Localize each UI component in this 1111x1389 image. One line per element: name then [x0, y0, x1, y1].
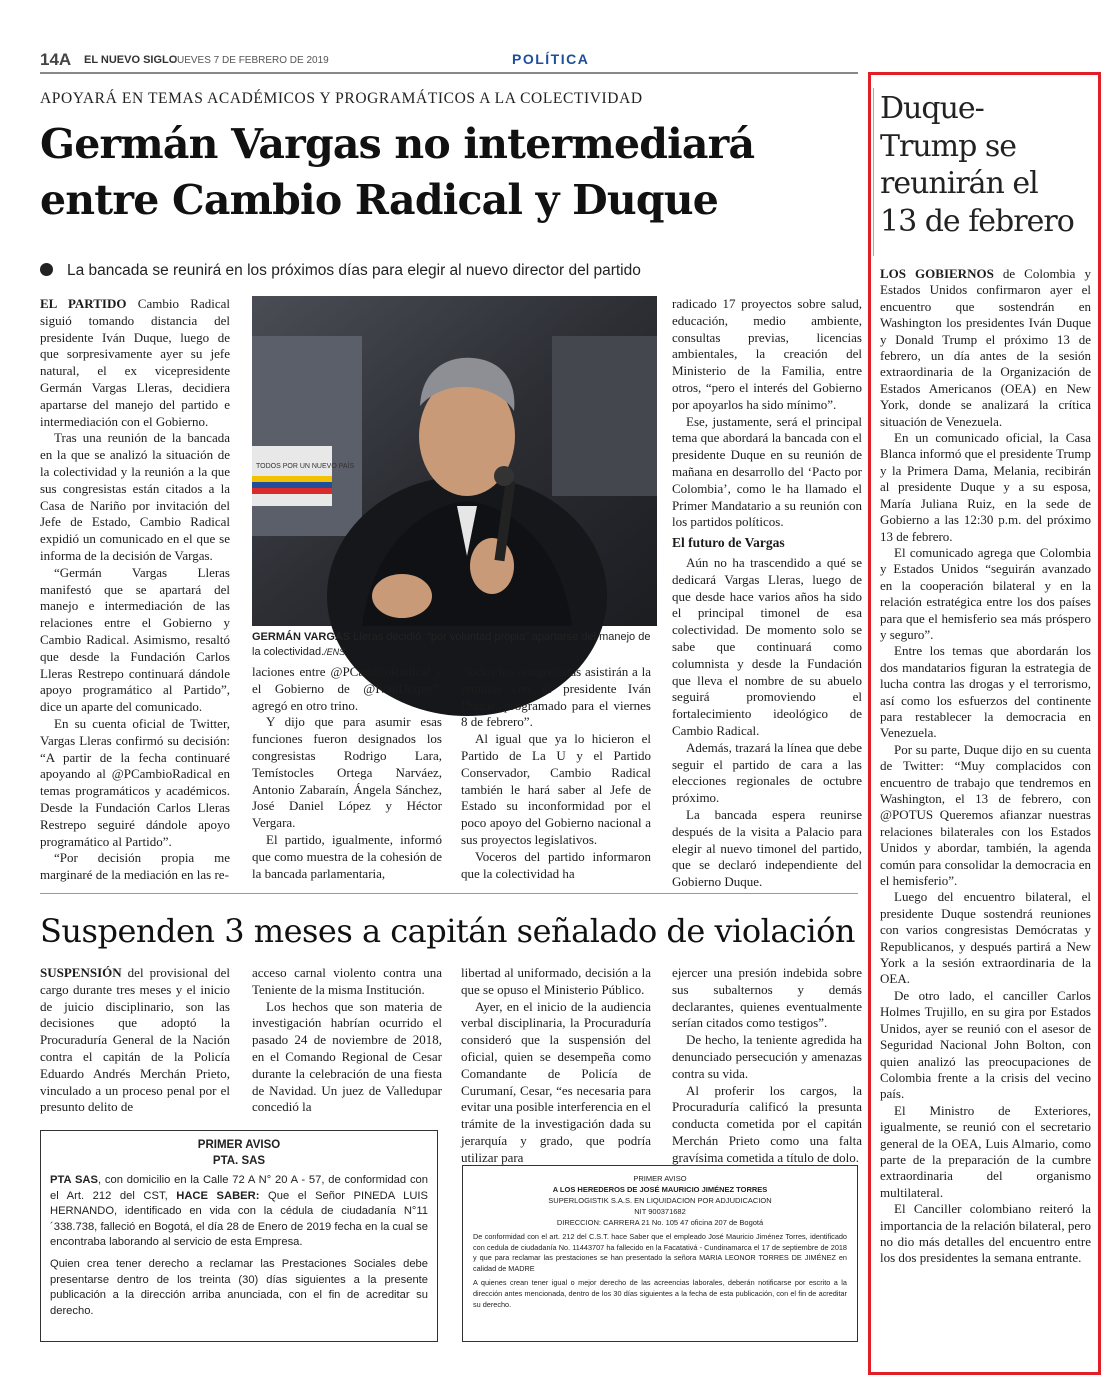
caption-credit: /ENS	[324, 647, 346, 657]
paragraph	[461, 849, 651, 883]
paragraph-text: Los hechos que son materia de investigación habrían ocurrido el pasado 24 de noviembre de 2018, en el Comando Regional de Cesar durante la celebración de una fiesta de Navidad. Un juez de Valledupar concedió la	[252, 998, 442, 1115]
paragraph-text: Al igual que ya lo hicieron el Partido de La U y el Partido Conservador, Cambio Radical también le hará saber al Jefe de Estado su inconformidad por el poco apoyo del Gobierno nacional a sus proyectos legislativos.	[461, 731, 651, 847]
story1-column-4	[672, 296, 862, 890]
section-name: POLÍTICA	[512, 51, 590, 67]
story1-column-2	[252, 664, 442, 886]
paragraph	[40, 850, 230, 884]
paragraph-text: El partido, igualmente, informó que como muestra de la cohesión de la bancada parlamentaria,	[252, 831, 442, 881]
ad1-company: PTA SAS	[50, 1174, 98, 1186]
story1-headline-line1: Germán Vargas no intermediará	[40, 120, 755, 168]
ad2-nit: NIT 900371682	[634, 1207, 686, 1216]
paragraph-text: Aún no ha trascendido a qué se dedicará Vargas Lleras, luego de que desde hace varios años ha sido el principal timonel de esa colectividad. De momento solo se sabe que continuará como columnista y desde la Fundación que lleva el nombre de su abuelo seguirá promoviendo el fortalecimiento ideológico de Cambio Radical.	[672, 554, 862, 738]
paragraph-lead: SUSPENSIÓN	[40, 965, 122, 980]
paragraph-text: Voceros del partido informaron que la colectividad ha	[461, 848, 651, 881]
paragraph-lead: LOS GOBIERNOS	[880, 266, 994, 281]
ad1-hace-saber: HACE SABER:	[176, 1189, 260, 1202]
story1-kicker: APOYARÁ EN TEMAS ACADÉMICOS Y PROGRAMÁTICOS A LA COLECTIVIDAD	[40, 90, 643, 107]
paragraph	[880, 1201, 1091, 1267]
paragraph	[252, 965, 442, 999]
paragraph-text: El Ministro de Exteriores, igualmente, se reunió con el secretario general de la OEA, Luis Almario, como parte de la preparación de la cumbre extraordinaria del organismo multilateral.	[880, 1102, 1091, 1200]
ad1-subtitle: PTA. SAS	[212, 1155, 266, 1167]
story2-column-3	[461, 965, 651, 1165]
ad1-paragraph-2: Quien crea tener derecho a reclamar las Prestaciones Sociales debe presentarse dentro de los treinta (30) días siguientes a la presente publicación a la dirección arriba anunciada, con el fin de acreditar su derecho.	[50, 1257, 428, 1317]
ad2-heirs: A LOS HEREDEROS DE JOSÉ MAURICIO JIMÉNEZ TORRES	[552, 1185, 768, 1194]
paragraph-text: “Por decisión propia me marginaré de la mediación en las re-	[40, 850, 230, 883]
story1-subhead-text: La bancada se reunirá en los próximos días para elegir al nuevo director del partido	[67, 262, 641, 279]
paragraph-text: ejercer una presión indebida sobre sus subalternos y demás declarantes, quienes eventualmente serían citados como testigos”.	[672, 965, 862, 1031]
story1-photo	[252, 296, 657, 626]
story-separator	[40, 893, 858, 894]
paragraph-text: radicado 17 proyectos sobre salud, educación, medio ambiente, consultas previas, licencias ambientales, la creación del Ministerio de la Familia, entre otros, “pero el interés del Gobierno por apoyarlos ha sido mínimo”.	[672, 296, 862, 412]
issue-date: JUEVES 7 DE FEBRERO DE 2019	[172, 55, 329, 66]
paragraph-text: del provisional del cargo durante tres meses y el inicio de juicio disciplinario, son las decisiones que adoptó la Procuraduría General de la Nación contra el capitán de la Policía Eduardo Andrés Merchán Prieto, vinculado a un proceso penal por el presunto delito de	[40, 965, 230, 1115]
paragraph	[880, 988, 1091, 1103]
paragraph-text: Al proferir los cargos, la Procuraduría calificó la presunta conducta cometida por el capitán Merchán Prieto como una falta gravísima cometida a título de dolo.	[672, 1082, 862, 1165]
paragraph	[252, 999, 442, 1117]
paragraph	[461, 999, 651, 1167]
paragraph	[880, 643, 1091, 741]
ad2-paragraph-2: A quienes crean tener igual o mejor derecho de las acreencias laborales, deberán notificarse por escrito a la dirección antes mencionada, dentro de los 30 días siguientes a la fecha de esta publicación, con el fin de acreditar su derecho.	[473, 1278, 847, 1309]
paragraph-text: Luego del encuentro bilateral, el presidente Duque sostendrá reuniones con varios congresistas Demócratas y Republicanos, y después partirá a New York a la sesión extraordinaria de la OEA.	[880, 889, 1091, 987]
ad2-title: PRIMER AVISO	[633, 1174, 687, 1183]
paragraph	[40, 965, 230, 1116]
paragraph-text: Ese, justamente, será el principal tema que abordará la bancada con el presidente Duque en su reunión de mañana en desarrollo del ‘Pacto por Colombia’, como le ha llamado el Primer Mandatario a su reunión con los partidos políticos.	[672, 413, 862, 530]
photo-backdrop-text: TODOS POR UN NUEVO PAÍS	[256, 463, 355, 470]
ad2-company: SUPERLOGISTIK S.A.S. EN LIQUIDACION POR ADJUDICACION	[548, 1196, 772, 1205]
sidebar-body	[880, 266, 1091, 1366]
newspaper-name: EL NUEVO SIGLO	[84, 54, 178, 66]
ad2-address: DIRECCION: CARRERA 21 No. 105 47 oficina 207 de Bogotá	[556, 1218, 764, 1227]
paragraph-text: Además, trazará la línea que debe seguir el partido de cara a las elecciones regionales de octubre próximo.	[672, 739, 862, 806]
story2-column-2	[252, 965, 442, 1115]
paragraph	[672, 1083, 862, 1167]
page-number: 14A	[40, 50, 72, 69]
paragraph	[40, 716, 230, 850]
sidebar-headline-line4: 13 de febrero	[880, 203, 1074, 239]
photo-caption	[252, 630, 657, 660]
paragraph	[880, 1103, 1091, 1201]
paragraph	[40, 430, 230, 564]
paragraph-text: Entre los temas que abordarán los dos mandatarios figuran la estrategia de lucha contra las drogas y el terrorismo, así como los esfuerzos del continente para restablecer la democracia en Venezuela.	[880, 643, 1091, 741]
paragraph	[880, 545, 1091, 643]
paragraph-text: libertad al uniformado, decisión a la que se opuso el Ministerio Público.	[461, 965, 651, 997]
paragraph-text: acceso carnal violento contra una Teniente de la misma Institución.	[252, 965, 442, 997]
paragraph	[672, 740, 862, 807]
paragraph	[252, 714, 442, 832]
paragraph	[40, 565, 230, 716]
paragraph-text: De hecho, la teniente agredida ha denunciado persecución y amenazas contra su vida.	[672, 1032, 862, 1081]
sidebar-rule	[873, 88, 874, 256]
paragraph-text: “todos los congresistas asistirán a la reunión con el presidente Iván Duque, programado para el viernes 8 de febrero”.	[461, 664, 651, 730]
paragraph-text: La bancada espera reunirse después de la visita a Palacio para elegir al nuevo timonel del partido, que se declaró independiente del Gobierno Duque.	[672, 806, 862, 890]
paragraph	[880, 889, 1091, 987]
paragraph-text: Cambio Radical siguió tomando distancia del presidente Iván Duque, luego de que sorpresivamente ayer su jefe natural, el ex vicepresidente Germán Vargas Lleras, decidiera apartarse del manejo del partido e intermediación con el Gobierno.	[40, 296, 230, 429]
ad1-text-a: , con domicilio en la Calle 72 A N° 20 A - 57, de conformidad con el Art. 212 del CST,	[50, 1174, 428, 1202]
story1-column-4-subhead: El futuro de Vargas	[672, 535, 785, 551]
paragraph	[461, 664, 651, 731]
bullet-icon	[40, 263, 53, 276]
sidebar-headline-line1: Duque-	[880, 91, 984, 126]
paragraph-text: “Germán Vargas Lleras manifestó que se apartará del manejo e intermediación de las relaciones entre el Gobierno y Cambio Radical. Asimismo, resaltó que desde la Fundación Carlos Lleras Restrepo continuará dándole apoyo programático al Partido”, dice un aparte del comunicado.	[40, 564, 230, 715]
story1-headline	[40, 116, 860, 228]
story1-column-4-top	[672, 296, 862, 531]
story1-subhead	[40, 262, 641, 280]
ad1-text-b: Que el Señor PINEDA LUIS HERNANDO, identificado en vida con la cédula de ciudadanía N°11´338.738, falleció en Bogotá, el día 28 de Enero de 2019 fecha en la cual se encontraba laborando al servicio de esta Empresa.	[50, 1189, 429, 1249]
paragraph	[880, 266, 1091, 430]
story1-headline-line2: entre Cambio Radical y Duque	[40, 176, 719, 224]
caption-name: GERMÁN VARGAS	[252, 631, 351, 643]
ad1-title: PRIMER AVISO	[197, 1139, 281, 1151]
paragraph-text: laciones entre @PCambioRadical y el Gobierno de @IvanDuque”, agregó en otro trino.	[252, 664, 442, 713]
story1-column-3	[461, 664, 651, 886]
story2-column-1	[40, 965, 230, 1115]
paragraph	[880, 742, 1091, 890]
paragraph-text: De otro lado, el canciller Carlos Holmes Trujillo, en su gira por Estados Unidos, ayer se reunió con el asesor de Seguridad Nacional John Bolton, con quien analizó las preocupaciones de Colombia frente a la crisis del vecino país.	[880, 987, 1091, 1102]
ad1-paragraph-1	[50, 1173, 428, 1251]
ad2-paragraph-1: De conformidad con el art. 212 del C.S.T. hace Saber que el empleado José Mauricio Jiménez Torres, identificado con cedula de ciudadanía No. 11443707 ha fallecido en la Facatativá - Cundinamarca el 17 de septiembre de 2018 y que para reclamar las prestaciones se han presentado la señora MARIA LEONOR TORRES DE JIMÉNEZ en calidad de MADRE	[473, 1232, 847, 1273]
paragraph-text: Ayer, en el inicio de la audiencia verbal disciplinaria, la Procuraduría consideró que la suspensión del oficial, quien se desempeña como Comandante de Policía de Curumaní, Cesar, “es necesaria para evitar una posible interferencia en el trámite de la investigación dada su jerarquía y grado, que podría utilizar para	[461, 998, 651, 1165]
paragraph-text: En su cuenta oficial de Twitter, Vargas Lleras confirmó su decisión: “A partir de la fecha continuaré apoyando al @PCambioRadical en temas programáticos y académicos. Desde la Fundación Carlos Lleras Restrepo seguiré dándole apoyo programático al Partido”.	[40, 715, 230, 849]
paragraph-text: de Colombia y Estados Unidos confirmaron ayer el encuentro que sostendrán en Washington los presidentes Iván Duque y Donald Trump el próximo 13 de febrero, un día antes de la sesión extraordinaria de la Organización de Estados Americanos (OEA) en New York, donde se analizará la crítica situación de Venezuela.	[880, 266, 1091, 429]
paragraph	[880, 430, 1091, 545]
story1-column-1	[40, 296, 230, 886]
sidebar-headline-line2: Trump se	[880, 128, 1017, 164]
legal-notice-ad-superlogistik	[462, 1165, 858, 1342]
sidebar-headline	[880, 90, 1100, 240]
paragraph	[672, 965, 862, 1032]
paragraph-text: Por su parte, Duque dijo en su cuenta de Twitter: “Muy complacidos con encuentro de trabajo que tendremos en Washington, el 13 de febrero, con @POTUS Queremos afianzar nuestras relaciones bilaterales con los Estados Unidos y abordar, también, la agenda común para consolidar la democracia en el hemisferio”.	[880, 741, 1091, 889]
paragraph-text: Y dijo que para asumir esas funciones fueron designados los congresistas Rodrigo Lara, Temístocles Ortega Narváez, Antonio Zabaraín, Ángela Sánchez, José Daniel López y Héctor Vergara.	[252, 714, 442, 831]
paragraph-text: El comunicado agrega que Colombia y Estados Unidos “seguirán avanzado en la cooperación bilateral y en la relación estratégica entre los dos países para que el hemisferio sea más próspero y seguro”.	[880, 544, 1091, 642]
paragraph-text: En un comunicado oficial, la Casa Blanca informó que el presidente Trump y la Primera Dama, Melania, recibirán al presidente Duque y a su esposa, María Juliana Ruiz, en la sede de Gobierno a las 12:30 p.m. del próximo 13 de febrero.	[880, 430, 1091, 544]
story1-column-4-bottom	[672, 555, 862, 891]
story2-column-4	[672, 965, 862, 1165]
paragraph	[672, 296, 862, 414]
paragraph	[252, 664, 442, 714]
photo-german-vargas-image	[252, 296, 657, 626]
paragraph	[672, 807, 862, 891]
sidebar-headline-line3: reunirán el	[880, 166, 1038, 201]
paragraph	[40, 296, 230, 430]
paragraph	[672, 414, 862, 532]
paragraph	[461, 965, 651, 999]
header-rule	[40, 72, 858, 74]
paragraph	[672, 1032, 862, 1082]
legal-notice-ad-pta	[40, 1130, 438, 1342]
paragraph-text: Tras una reunión de la bancada en la que se analizó la situación de la colectividad y la reunión a la que sus congresistas están citados a la Casa de Nariño por invitación del Jefe de Estado, Cambio Radical expidió un comunicado en el que se informa de la decisión de Vargas.	[40, 430, 230, 563]
paragraph	[252, 832, 442, 882]
paragraph-lead: EL PARTIDO	[40, 296, 127, 311]
paragraph	[672, 555, 862, 740]
paragraph-text: El Canciller colombiano reiteró la importancia de la relación bilateral, pero no dio más detalles del encuentro entre los dos presidentes la semana entrante.	[880, 1201, 1091, 1266]
caption-text: Lleras decidió, “por voluntad propia” apartarse del manejo de la colectividad.	[252, 631, 651, 658]
story2-headline: Suspenden 3 meses a capitán señalado de violación	[40, 912, 855, 950]
paragraph	[461, 731, 651, 849]
